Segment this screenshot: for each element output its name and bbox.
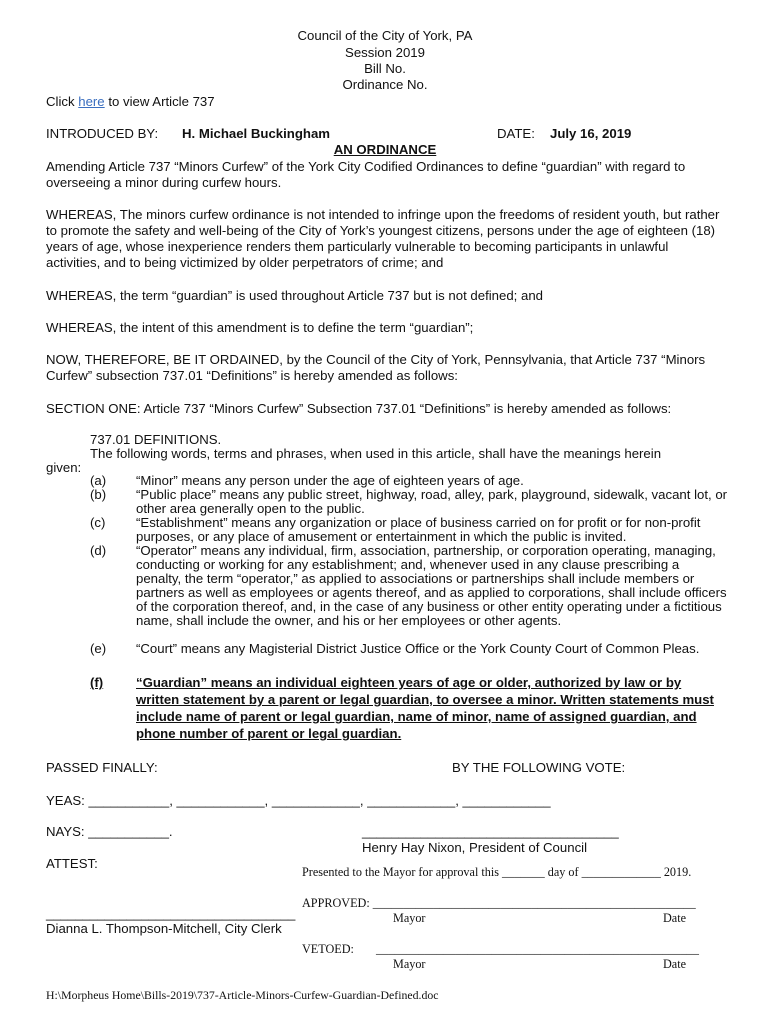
footer-file-path: H:\Morpheus Home\Bills-2019\737-Article-Minors-Curfew-Guardian-Defined.doc <box>46 988 439 1002</box>
introduced-name: H. Michael Buckingham <box>182 126 331 141</box>
paragraph-section-one: SECTION ONE: Article 737 “Minors Curfew” Subsection 737.01 “Definitions” is hereby amended as follows: <box>46 401 672 416</box>
vetoed-line: _____________________________________________________ <box>376 942 699 956</box>
header-session: Session 2019 <box>345 45 425 60</box>
clerk-name: Dianna L. Thompson-Mitchell, City Clerk <box>46 921 282 936</box>
header-ordinance-no: Ordinance No. <box>342 77 428 92</box>
president-signature-line: ___________________________________ <box>362 824 619 839</box>
definitions-heading: 737.01 DEFINITIONS. <box>90 432 222 447</box>
definitions-intro: The following words, terms and phrases, when used in this article, shall have the meanings herein <box>90 446 662 461</box>
approved-line: APPROVED: _____________________________________________________ <box>302 896 696 910</box>
paragraph-now-therefore: NOW, THEREFORE, BE IT ORDAINED, by the Council of the City of York, Pennsylvania, that Article 737 “Minors Curfew” subsection 737.01 “Definitions” is hereby amended as follows: <box>46 352 706 383</box>
click-line: Click here to view Article 737 <box>46 94 215 109</box>
vetoed-mayor-label: Mayor <box>393 957 426 971</box>
date-label: DATE: <box>497 126 535 141</box>
ordinance-title: AN ORDINANCE <box>333 142 437 157</box>
paragraph-amending: Amending Article 737 “Minors Curfew” of the York City Codified Ordinances to define “guardian” with regard to overseeing a minor during curfew hours. <box>46 159 686 190</box>
yeas-line: YEAS: ___________, ____________, ____________, ____________, ____________ <box>46 793 551 808</box>
approved-mayor-label: Mayor <box>393 911 426 925</box>
attest-label: ATTEST: <box>46 856 98 871</box>
by-following-vote: BY THE FOLLOWING VOTE: <box>452 760 626 775</box>
introduced-label: INTRODUCED BY: <box>46 126 159 141</box>
passed-finally: PASSED FINALLY: <box>46 760 158 775</box>
header-council: Council of the City of York, PA <box>297 28 473 43</box>
here-link[interactable]: here <box>78 94 105 109</box>
vetoed-label: VETOED: <box>302 942 354 956</box>
vetoed-date-label: Date <box>663 957 687 971</box>
date-value: July 16, 2019 <box>550 126 632 141</box>
presented-to-mayor: Presented to the Mayor for approval this _______ day of _____________ 2019. <box>302 865 692 879</box>
header-bill-no: Bill No. <box>364 61 406 76</box>
paragraph-whereas-2: WHEREAS, the term “guardian” is used throughout Article 737 but is not defined; and <box>46 288 544 303</box>
paragraph-whereas-1: WHEREAS, The minors curfew ordinance is not intended to infringe upon the freedoms of resident youth, but rather to promote the safety and well-being of the City of York’s youngest citizens, persons under the age of eighteen (18) years of age, whose inexperience renders them particularly vulnerable to becoming participants in unlawful activities, and to being victimized by older perpetrators of crime; and <box>46 207 720 270</box>
president-name: Henry Hay Nixon, President of Council <box>362 840 588 855</box>
approved-date-label: Date <box>663 911 687 925</box>
clerk-signature-line: __________________________________ <box>46 906 296 921</box>
definitions-given: given: <box>46 460 82 475</box>
nays-line: NAYS: ___________. <box>46 824 173 839</box>
paragraph-whereas-3: WHEREAS, the intent of this amendment is to define the term “guardian”; <box>46 320 474 335</box>
